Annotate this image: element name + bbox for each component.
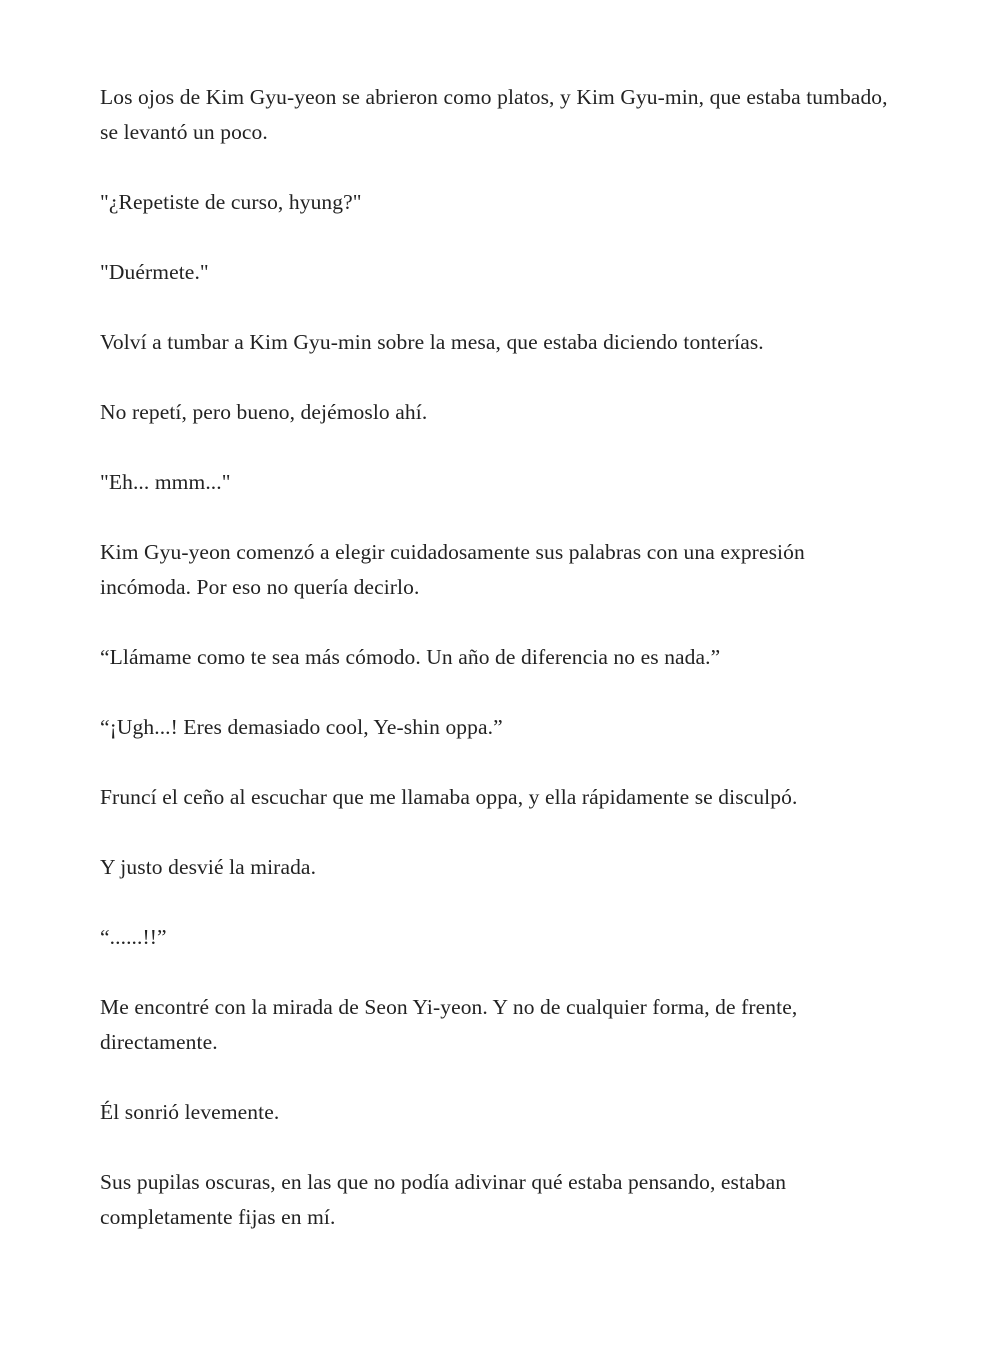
paragraph: "Duérmete.": [100, 260, 209, 284]
paragraph: Me encontré con la mirada de Seon Yi-yeon. Y no de cualquier forma, de frente, directamente.: [100, 995, 798, 1054]
paragraph: “Llámame como te sea más cómodo. Un año de diferencia no es nada.”: [100, 645, 721, 669]
paragraph: “......!!”: [100, 925, 167, 949]
paragraph: Fruncí el ceño al escuchar que me llamaba oppa, y ella rápidamente se disculpó.: [100, 785, 798, 809]
paragraph: Él sonrió levemente.: [100, 1100, 280, 1124]
document-body: [100, 80, 900, 1270]
paragraph: “¡Ugh...! Eres demasiado cool, Ye-shin oppa.”: [100, 715, 503, 739]
paragraph: Y justo desvié la mirada.: [100, 855, 317, 879]
paragraph: "Eh... mmm...": [100, 470, 231, 494]
paragraph: "¿Repetiste de curso, hyung?": [100, 190, 362, 214]
paragraph: No repetí, pero bueno, dejémoslo ahí.: [100, 400, 428, 424]
paragraph: Sus pupilas oscuras, en las que no podía adivinar qué estaba pensando, estaban completamente fijas en mí.: [100, 1170, 787, 1229]
paragraph: Los ojos de Kim Gyu-yeon se abrieron como platos, y Kim Gyu-min, que estaba tumbado, se levantó un poco.: [100, 85, 888, 144]
paragraph: Volví a tumbar a Kim Gyu-min sobre la mesa, que estaba diciendo tonterías.: [100, 330, 764, 354]
paragraph: Kim Gyu-yeon comenzó a elegir cuidadosamente sus palabras con una expresión incómoda. Por eso no quería decirlo.: [100, 540, 805, 599]
